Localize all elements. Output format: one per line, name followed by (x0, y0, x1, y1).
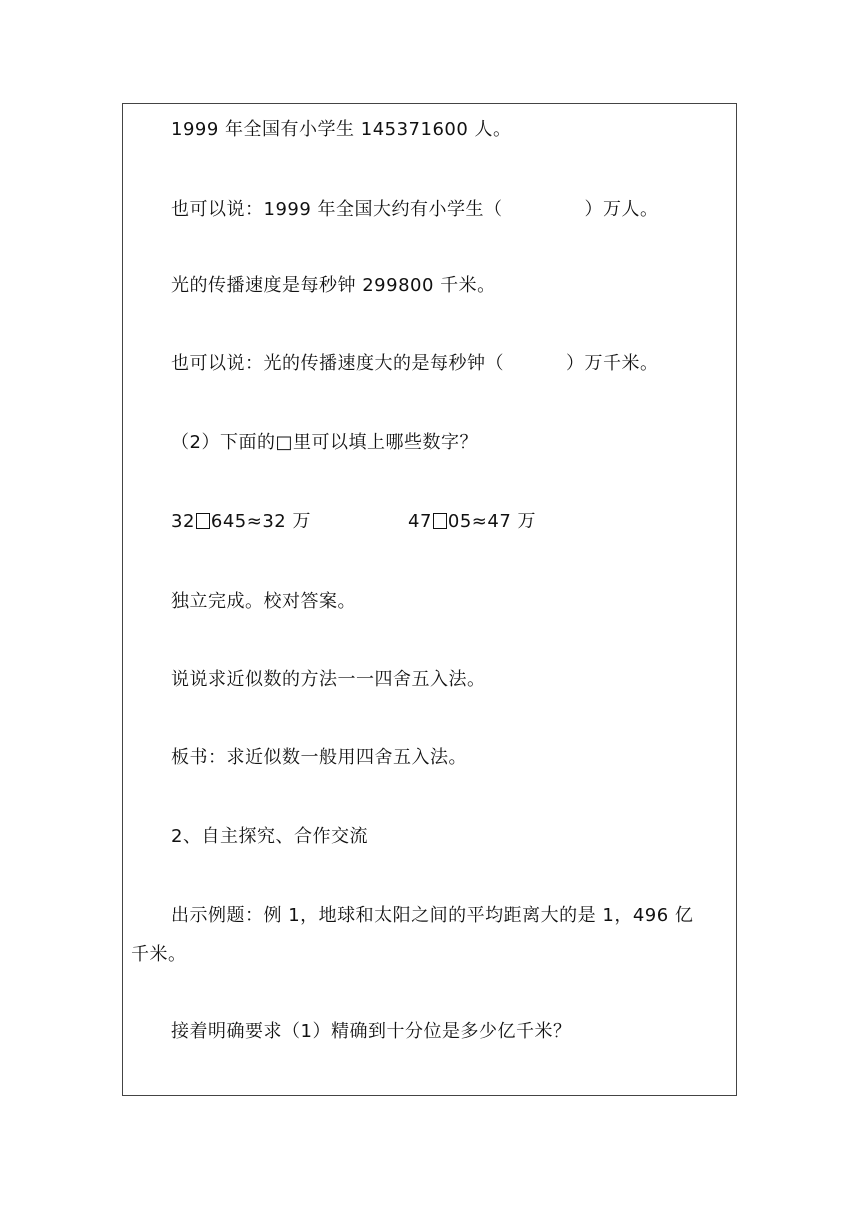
text-line-light-speed: 光的传播速度是每秒钟 299800 千米。 (171, 275, 496, 296)
content-frame (122, 103, 737, 1096)
text-line-requirement: 接着明确要求（1）精确到十分位是多少亿千米？ (171, 1021, 572, 1042)
text-line-independent: 独立完成。校对答案。 (171, 591, 356, 612)
text-line-example-1-cont: 千米。 (131, 944, 187, 965)
text-line-fill-boxes (171, 512, 311, 532)
expr-1-prefix: 32 (171, 511, 195, 532)
text-pupils-approx-start: 也可以说：1999 年全国大约有小学生（ (171, 199, 503, 220)
text-line-light-approx (171, 354, 659, 374)
text-line-question-2: （2）下面的□里可以填上哪些数字？ (171, 432, 478, 453)
text-line-pupils-count: 1999 年全国有小学生 145371600 人。 (171, 119, 512, 140)
fill-box-1[interactable] (196, 513, 210, 529)
text-line-fill-boxes-2 (408, 512, 536, 532)
text-line-blackboard: 板书：求近似数一般用四舍五入法。 (171, 747, 467, 768)
text-light-approx-end: ）万千米。 (566, 353, 659, 374)
text-pupils-approx-end: ）万人。 (584, 199, 659, 220)
text-line-pupils-approx (171, 200, 659, 220)
expr-2-prefix: 47 (408, 511, 432, 532)
expr-1-suffix: 645≈32 万 (210, 511, 311, 532)
text-light-approx-start: 也可以说：光的传播速度大的是每秒钟（ (171, 353, 504, 374)
fill-box-2[interactable] (433, 513, 447, 529)
expr-2-suffix: 05≈47 万 (447, 511, 537, 532)
section-heading-explore: 2、自主探究、合作交流 (171, 826, 368, 847)
text-line-method: 说说求近似数的方法一一四舍五入法。 (171, 669, 486, 690)
text-line-example-1: 出示例题：例 1，地球和太阳之间的平均距离大的是 1，496 亿 (171, 905, 694, 926)
